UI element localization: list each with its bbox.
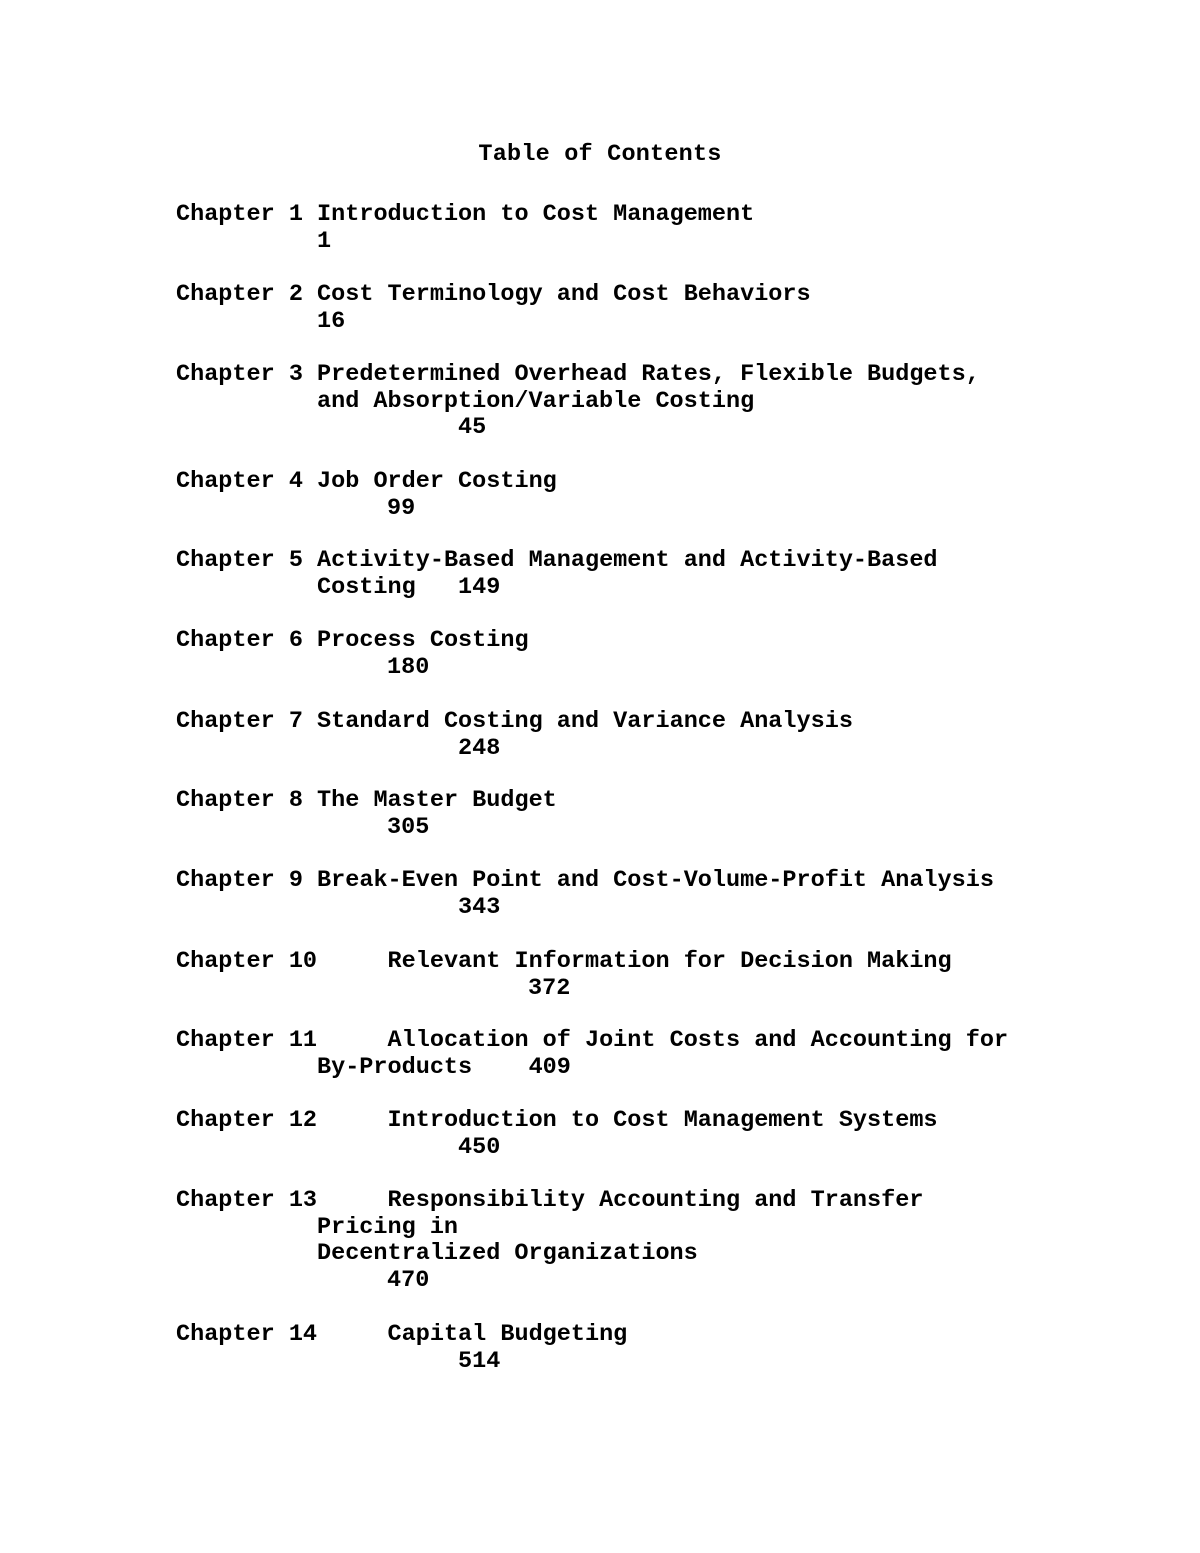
page-number: 450 — [458, 1133, 501, 1161]
toc-entry — [176, 469, 1076, 522]
page-number: 45 — [458, 414, 487, 441]
page-number: 470 — [387, 1266, 430, 1294]
chapter-label: Chapter 10 — [176, 948, 318, 975]
toc-entry — [176, 628, 1076, 681]
chapter-title: Introduction to Cost Management Systems — [387, 1107, 938, 1134]
toc-entry — [176, 1322, 1076, 1375]
chapter-label: Chapter 6 — [176, 627, 303, 654]
page-number: 305 — [387, 813, 430, 841]
chapter-label: Chapter 11 — [176, 1027, 318, 1054]
page-number: 248 — [458, 734, 501, 762]
chapter-title: Standard Costing and Variance Analysis — [317, 708, 853, 735]
chapter-label: Chapter 3 — [176, 361, 303, 388]
chapter-title: Responsibility Accounting and Transfer — [387, 1187, 924, 1214]
chapter-title: Capital Budgeting — [387, 1321, 628, 1348]
toc-entry — [176, 1188, 1076, 1294]
page-number: 372 — [528, 974, 571, 1002]
chapter-label: Chapter 1 — [176, 201, 303, 228]
toc-entry — [176, 788, 1076, 841]
chapter-label: Chapter 4 — [176, 468, 303, 495]
chapter-title: Relevant Information for Decision Making — [387, 948, 952, 975]
toc-entry — [176, 362, 1076, 442]
page-number: 1 — [317, 227, 332, 255]
toc-entry — [176, 949, 1076, 1002]
chapter-title: Introduction to Cost Management — [317, 201, 755, 228]
toc-entry — [176, 548, 1076, 601]
page-title: Table of Contents — [478, 141, 722, 168]
chapter-title: Predetermined Overhead Rates, Flexible Budgets, — [317, 361, 980, 388]
chapter-title: The Master Budget — [317, 787, 557, 814]
page-number: 514 — [458, 1347, 501, 1375]
chapter-title: Activity-Based Management and Activity-Based — [317, 547, 938, 574]
toc-entry — [176, 282, 1076, 335]
toc-entry — [176, 868, 1076, 921]
chapter-title-continued: Decentralized Organizations — [317, 1240, 698, 1267]
chapter-title: Job Order Costing — [317, 468, 557, 495]
chapter-label: Chapter 14 — [176, 1321, 318, 1348]
chapter-label: Chapter 2 — [176, 281, 303, 308]
chapter-label: Chapter 7 — [176, 708, 303, 735]
chapter-title-continued: By-Products — [317, 1053, 473, 1081]
chapter-title-continued: Costing — [317, 573, 416, 601]
chapter-title-continued: and Absorption/Variable Costing — [317, 387, 755, 415]
chapter-title: Cost Terminology and Cost Behaviors — [317, 281, 811, 308]
page-number: 149 — [458, 573, 501, 601]
page-number: 99 — [387, 494, 416, 522]
chapter-label: Chapter 5 — [176, 547, 303, 574]
page-number: 180 — [387, 653, 430, 681]
chapter-title-continued: Pricing in — [317, 1213, 459, 1241]
chapter-label: Chapter 12 — [176, 1107, 318, 1134]
toc-entry — [176, 1028, 1076, 1081]
page-number: 16 — [317, 307, 346, 335]
toc-entry — [176, 709, 1076, 762]
chapter-title: Allocation of Joint Costs and Accounting for — [387, 1027, 1009, 1054]
chapter-title: Break-Even Point and Cost-Volume-Profit Analysis — [317, 867, 994, 894]
chapter-title: Process Costing — [317, 627, 529, 654]
chapter-label: Chapter 9 — [176, 867, 303, 894]
toc-entry — [176, 1108, 1076, 1161]
chapter-label: Chapter 8 — [176, 787, 303, 814]
page-number: 409 — [528, 1053, 571, 1081]
toc-entry — [176, 202, 1076, 255]
page-number: 343 — [458, 893, 501, 921]
chapter-label: Chapter 13 — [176, 1187, 318, 1214]
